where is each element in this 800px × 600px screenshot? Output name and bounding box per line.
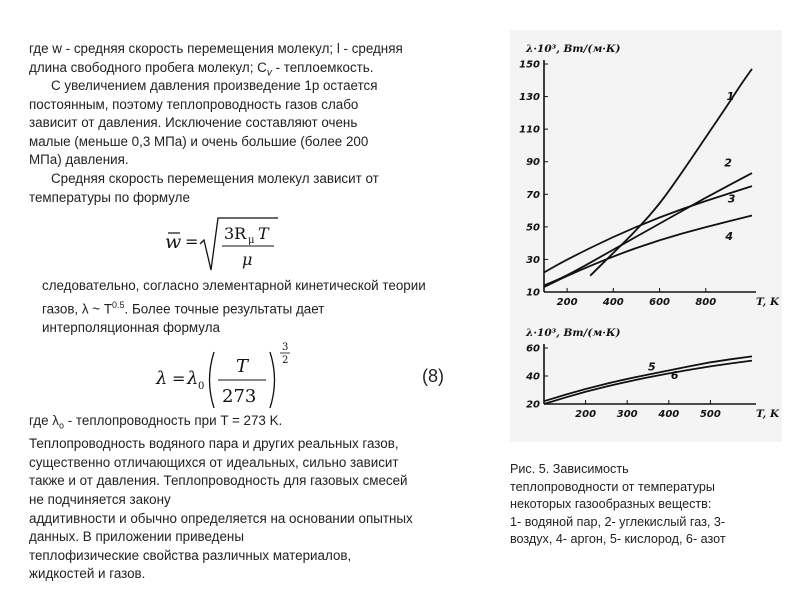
text-line: - теплоемкость. [271,59,374,75]
svg-text:3R [224,224,247,243]
formula-fraction-num: T [236,356,249,377]
text-line: следовательно, согласно элементарной кинетической теории [42,278,426,293]
text-line: Средняя скорость перемещения молекул зависит от [51,171,379,186]
formula-lambda: λ [156,368,168,389]
text-line: также и от давления. Теплопроводность для газовых смесей [29,473,408,489]
figure-caption [510,461,795,549]
formula-exp-den: 2 [282,355,289,366]
x-tick-label: 200 [575,409,597,420]
text-subscript: o [58,420,64,431]
y-tick-label: 150 [519,59,540,71]
x-tick-label: 800 [695,297,717,308]
caption-line: Рис. 5. Зависимость [510,462,629,476]
text-line: длина свободного пробега молекул; C [29,59,267,75]
text-superscript: 0.5 [112,299,125,310]
series-label-1: 1 [726,89,735,103]
text-line: малые (меньше 0,3 МПа) и очень большие (более 200 [29,133,369,149]
text-line: зависит от давления. Исключение составляют очень [29,115,358,131]
paragraph-kinetic-theory [42,277,502,337]
series-label-6: 6 [670,368,679,382]
formula-numerator-t: T [258,224,269,243]
y-tick-label: 70 [526,189,540,201]
series-label-4: 4 [725,229,734,243]
series-line-4 [544,216,752,288]
formula-fraction-den: 273 [222,386,257,407]
formula-interpolation [152,336,302,412]
figure-charts [510,30,782,442]
series-label-5: 5 [648,360,656,374]
x-tick-label: 200 [556,297,578,308]
y-axis-label: λ·10³, Вт/(м·К) [526,43,621,55]
formula-mean-velocity-graphic [160,210,280,274]
formula-exp-num: 3 [282,342,289,353]
text-line: где λ [29,413,59,428]
y-tick-label: 60 [526,343,540,355]
y-tick-label: 40 [526,371,540,383]
text-line: температуры по формуле [29,189,190,205]
caption-line: теплопроводности от температуры [510,479,715,494]
y-tick-label: 30 [526,254,540,266]
text-line: жидкостей и газов. [29,566,146,582]
equation-number: (8) [422,366,444,386]
text-line: газов, λ ~ T [42,301,113,317]
y-tick-label: 10 [526,287,540,299]
y-tick-label: 110 [519,124,540,136]
text-line: данных. В приложении приведены [29,529,244,545]
formula-lhs: w [165,231,182,253]
paragraph-pressure [29,77,499,170]
figure-panel [510,30,782,442]
x-axis-label: T, K [756,408,780,420]
x-axis-label: T, K [756,296,780,308]
text-line: МПа) давления. [29,152,129,168]
y-tick-label: 90 [526,157,540,169]
formula-numerator-sub: μ [248,235,255,246]
svg-text:=: = [185,232,199,251]
x-tick-label: 600 [649,297,670,308]
text-line: теплофизические свойства различных материалов, [29,547,352,563]
y-tick-label: 50 [526,222,540,234]
formula-lambda0: λ [187,368,199,389]
formula-lambda0-sub: 0 [198,381,205,392]
x-tick-label: 400 [602,297,624,308]
text-line: Теплопроводность водяного пара и других реальных газов, [29,436,399,452]
formula-mean-velocity [160,210,280,274]
text-line: постоянным, поэтому теплопроводность газов слабо [29,96,359,112]
text-line: где w - средняя скорость перемещения молекул; l - средняя [29,41,403,56]
y-axis-label: λ·10³, Вт/(м·К) [526,327,621,339]
text-line: . Более точные результаты дает [124,301,325,317]
text-line: аддитивности и обычно определяется на основании опытных [29,510,413,526]
formula-interpolation-graphic [152,336,302,412]
x-tick-label: 400 [658,409,680,420]
text-line: не подчиняется закону [29,492,171,508]
text-subscript: v [266,67,272,79]
text-line: С увеличением давления произведение 1р остается [51,78,378,93]
caption-line: 1- водяной пар, 2- углекислый газ, 3- [510,514,726,529]
text-line: - теплопроводность при T = 273 K. [63,413,283,428]
x-tick-label: 500 [699,409,721,420]
series-label-3: 3 [727,192,736,206]
series-label-2: 2 [724,156,732,170]
paragraph-real-gases [29,412,499,584]
caption-line: некоторых газообразных веществ: [510,497,712,511]
y-tick-label: 130 [519,92,540,104]
caption-line: воздух, 4- аргон, 5- кислород, 6- азот [510,532,726,546]
text-line: интерполяционная формула [42,319,220,335]
series-line-2 [544,173,752,285]
x-tick-label: 300 [616,409,638,420]
text-line: существенно отличающихся от идеальных, сильно зависит [29,454,399,470]
formula-denominator: μ [242,250,253,269]
y-tick-label: 20 [526,399,540,411]
paragraph-velocity [29,170,499,207]
formula-numerator: 3R [224,224,247,243]
formula-equals: = [172,369,186,388]
